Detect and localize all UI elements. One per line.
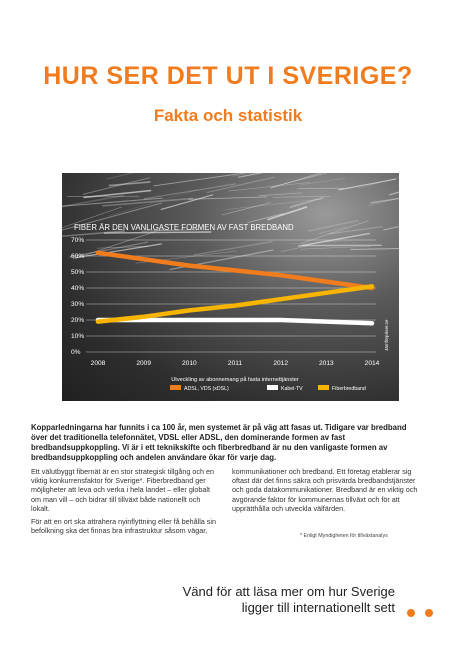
x-tick-label: 2011 [227,360,243,367]
column1-paragraph2: För att en ort ska attrahera nyinflyttning eller få behålla sin befolkning ska det finnas bra infrastruktur såsom vägar, [31,517,216,536]
legend-label: Kabel-TV [281,386,303,392]
y-tick-label: 50% [71,269,85,276]
light-streak-decoration [268,207,307,220]
series-line-adsl-vds-xdsl [98,253,372,288]
light-streak-decoration [299,178,345,185]
light-streak-decoration [229,182,310,191]
legend-swatch [267,385,278,390]
light-streak-decoration [207,177,275,192]
light-streak-decoration [359,173,399,188]
y-tick-label: 40% [71,285,85,292]
light-streak-decoration [144,184,236,199]
light-streak-decoration [368,194,399,206]
lead-paragraph: Kopparledningarna har funnits i ca 100 år, men systemet är på väg att fasas ut. Tidigare var bredband över det traditionella telefonnätet, VDSL eller ADSL, den dominerande formen av fast bredbandsuppkoppling. Vi är i ett teknikskifte och fiberbredband är nu den vanligaste formen av bredbandsuppkoppling och andelen användare ökar för varje dag. [31,423,407,462]
light-streak-decoration [222,203,271,215]
light-streak-decoration [384,218,399,230]
chart-panel [62,173,399,401]
light-streak-decoration [389,187,399,195]
x-axis-label: Utveckling av abonnemang på fasta internettjänster [171,377,299,383]
turn-page-text [150,584,395,616]
light-streak-decoration [308,221,359,232]
footnote: * Enligt Myndigheten för tillväxtanalys [300,533,388,539]
y-tick-label: 20% [71,317,85,324]
x-tick-label: 2013 [318,360,334,367]
light-streak-decoration [329,227,382,234]
x-tick-label: 2008 [90,360,106,367]
column2-paragraph1: kommunikationer och bredband. Ett företag etablerar sig oftast där det finns säkra och prisvärda bredbandstjänster och goda datakommunikationer. Bredband är en viktig och avgörande faktor för kommunernas tillväxt och för att upprätthålla och utveckla välfärden. [232,467,418,513]
turn-page-line1: Vänd för att läsa mer om hur Sverige [182,584,395,599]
light-streak-decoration [300,246,370,249]
y-tick-label: 0% [71,349,81,356]
y-tick-label: 10% [71,333,85,340]
page-subtitle: Fakta och statistik [153,106,303,125]
turn-page-line2: ligger till internationellt sett [241,600,395,615]
orange-dot-decoration [407,609,415,617]
legend-label: ADSL, VDS (xDSL) [184,386,229,392]
legend-swatch [170,385,181,390]
source-label: Jämförpriser.se [384,319,389,351]
legend-swatch [318,385,329,390]
light-streak-decoration [106,173,149,179]
y-tick-label: 60% [71,253,85,260]
light-streak-decoration [247,213,284,222]
light-streak-decoration [281,245,310,252]
light-streak-decoration [259,193,302,196]
light-streak-decoration [290,198,323,208]
light-streak-decoration [270,173,328,188]
chart-title: FIBER ÄR DEN VANLIGASTE FORMEN AV FAST BREDBAND [74,223,294,232]
y-tick-label: 70% [71,237,85,244]
light-streak-decoration [225,199,321,210]
page-title: HUR SER DET UT I SVERIGE? [43,62,413,90]
x-tick-label: 2012 [273,360,289,367]
light-streak-decoration [350,248,399,249]
orange-dot-decoration [425,609,433,617]
light-streak-decoration [273,196,330,197]
legend-label: Fiberbredband [332,386,366,392]
column1-paragraph1: Ett välutbyggt fibernät är en stor strategisk tillgång och en viktig konkurrensfaktor för Sverige*. Fiberbredband ger möjligheter att leva och verka i hela landet – eller globalt om man vill – och bidrar till tillväxt både nationellt och lokalt. [31,467,214,513]
line-chart [62,173,399,401]
x-tick-label: 2010 [181,360,197,367]
x-tick-label: 2014 [364,360,380,367]
x-tick-label: 2009 [136,360,152,367]
series-line-kabel-tv [98,320,372,323]
y-tick-label: 30% [71,301,85,308]
light-streak-decoration [161,195,213,210]
